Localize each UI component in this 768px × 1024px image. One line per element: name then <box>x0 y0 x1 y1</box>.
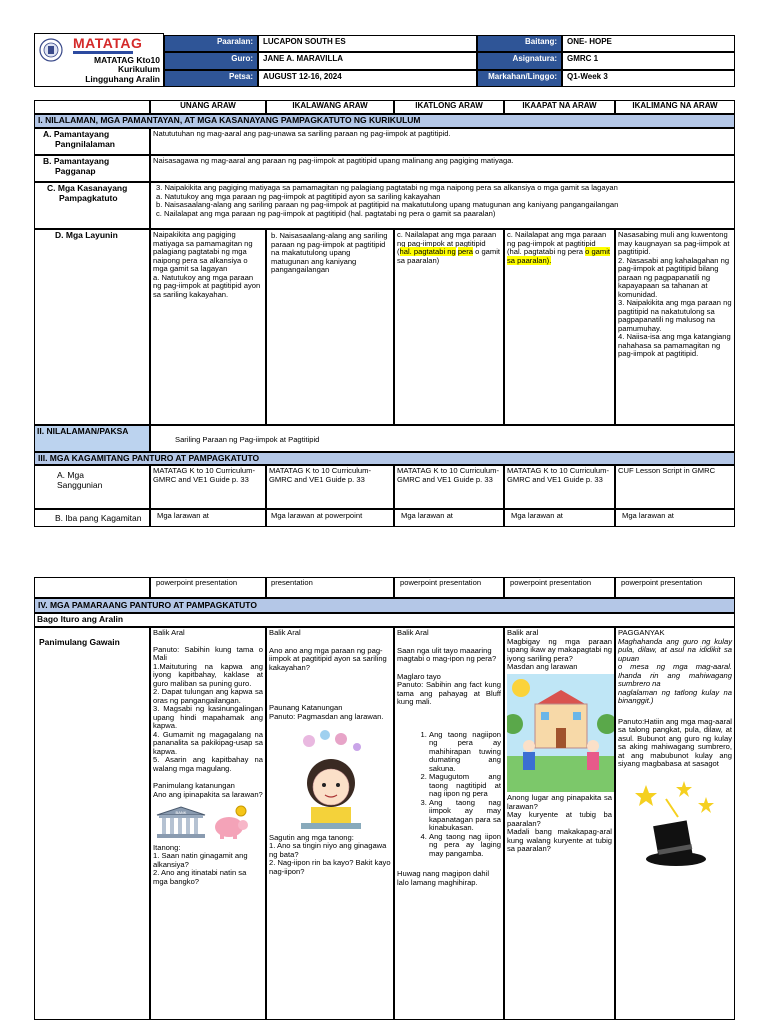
layunin-day2: b. Naisasaalang-alang ang sariling paraan ng pag-iimpok at pagtitipid na makatutulong upang matugunan ang kaniyang pangangailangan <box>266 229 394 425</box>
cont-blank <box>34 577 150 598</box>
section-4-title: IV. MGA PAMARAANG PANTURO AT PAMPAGKATUTO <box>34 598 735 613</box>
value-petsa: AUGUST 12-16, 2024 <box>258 70 477 87</box>
label-petsa: Petsa: <box>164 70 258 87</box>
day-header-4: IKAAPAT NA ARAW <box>504 100 615 114</box>
magic-hat-icon <box>626 777 722 869</box>
kagamitan-day1: Mga larawan at <box>150 509 266 527</box>
bluff-item: 2. Magugutom ang taong nagtitipid at nag iipon ng pera <box>429 773 501 799</box>
cont-day4: powerpoint presentation <box>504 577 615 598</box>
day-header-2: IKALAWANG ARAW <box>266 100 394 114</box>
kagamitan-day3: Mga larawan at <box>394 509 504 527</box>
value-guro: JANE A. MARAVILLA <box>258 52 477 70</box>
piggy-bank-icon <box>211 805 251 839</box>
panimulang-gawain-label: Panimulang Gawain <box>34 627 150 1020</box>
cont-day5: powerpoint presentation <box>615 577 735 598</box>
layunin-day5: Nasasabing muli ang kuwentong may kaugnayan sa pag-iimpok at pagtitipid. 2. Nasasabi ang kahalagahan ng pag-iimpok at pagtitipid bilang paraan ng pagpapanatili ng kapayapaan sa tahanan at komunidad. 3. Naipakikita ang mga paraan ng pagtitipid na nakatutulong sa pagpapanatili ng malusog na pamumuhay. 4. Naiisa-isa ang mga katangiang nahahasa sa pamamagitan ng pag-iimpok at pagtitipid. <box>615 229 735 425</box>
value-paaralan: LUCAPON SOUTH ES <box>258 35 477 52</box>
panimula-day1: Balik Aral Panuto: Sabihin kung tama o Mali 1.Maituturing na kapwa ang iyong kapitbahay, kaklase at guro maliban sa puning guro. 2. Dapat tulungan ang kapwa sa oras ng pangangailangan. 3. Magsabi ng kasinungalingan upang hindi mapahamak ang kapwa. 4. Gumamit ng magagalang na pananalita sa pakikipag-usap sa kapwa. 5. Asarin ang kapitbahay na walang mga magulang. Panimulang katanungan Ano ang ipinapakita sa larawan? BANK Itanong: 1. Saan natin ginagamit ang alkansiya? 2. Ano ang itinatabi natin sa mga bangko? <box>150 627 266 1020</box>
matatag-logo: MATATAG <box>73 35 143 51</box>
label-pamantayang-pangnilalaman: A. Pamantayang Pangnilalaman <box>34 128 150 155</box>
girl-thinking-icon <box>281 727 381 831</box>
sanggunian-day4: MATATAG K to 10 Curriculum- GMRC and VE1 Guide p. 33 <box>504 465 615 509</box>
layunin-day1: Naipakikita ang pagiging matiyaga sa pamamagitan ng palagiang pagtatabi ng mga naipong pera sa alkansiya o mga gamit sa lagayan a. Natutukoy ang mga paraan ng pag-iimpok at pagtitipid ayon sa sariling kakayahan. <box>150 229 266 425</box>
day-header-blank <box>34 100 150 114</box>
bluff-item: 4. Ang taong nag iipon ng pera ay laging may pangamba. <box>429 833 501 859</box>
label-pamantayang-pagganap: B. Pamantayang Pagganap <box>34 155 150 182</box>
value-asignatura: GMRC 1 <box>562 52 735 70</box>
label-iba-pang-kagamitan: B. Iba pang Kagamitan <box>34 509 150 527</box>
label-markahan: Markahan/Linggo: <box>477 70 562 87</box>
kagamitan-day2: Mga larawan at powerpoint <box>266 509 394 527</box>
panimula-day4: Balik aral Magbigay ng mga paraan upang ikaw ay makapagtabi ng iyong sariling pera? Masdan ang larawan Anong lugar ang pinapakita sa larawan? May kuryente at tubig ba paaralan? Madali bang makakapag-aral kung walang kuryente at tubig sa paaralan? <box>504 627 615 1020</box>
sanggunian-day3: MATATAG K to 10 Curriculum- GMRC and VE1 Guide p. 33 <box>394 465 504 509</box>
day-header-1: UNANG ARAW <box>150 100 266 114</box>
section-1-title: I. NILALAMAN, MGA PAMANTAYAN, AT MGA KASANAYANG PAMPAGKATUTO NG KURIKULUM <box>34 114 735 128</box>
label-guro: Guro: <box>164 52 258 70</box>
section-3-title: III. MGA KAGAMITANG PANTURO AT PAMPAGKATUTO <box>34 452 735 465</box>
text-kasanayang-pampagkatuto: 3. Naipakikita ang pagiging matiyaga sa pamamagitan ng palagiang pagtatabi ng mga naipong pera sa alkansiya o mga gamit sa lagayan a. Natutukoy ang mga paraan ng pag-iimpok at pagtitipid ayon sa sariling kakayahan b. Naisasaalang-alang ang sariling paraan ng pag-iimpok at pagtitipid na makatutulong upang matugunan ang kaniyang pangangailangan c. Nailalapat ang mga paraan ng pag-iimpok at pagtitipid (hal. pagtatabi ng pera o gamit sa paaralan) <box>150 182 735 229</box>
kagamitan-day4: Mga larawan at <box>504 509 615 527</box>
panimula-day2: Balik Aral Ano ano ang mga paraan ng pag-iimpok at pagtitipid ayon sa sariling kakayahan? Paunang Katanungan Panuto: Pagmasdan ang larawan. Sagutin ang mga tanong: 1. Ano sa tingin niyo ang ginagawa ng bata? 2. Nag-iipon rin ba kayo? Bakit kayo nag-iipon? <box>266 627 394 1020</box>
label-mga-layunin: D. Mga Layunin <box>34 229 150 425</box>
layunin-day3: c. Nailalapat ang mga paraan ng pag-iimpok at pagtitipid (hal. pagtatabi ng pera o gamit sa paaralan) <box>394 229 504 425</box>
bago-ituro-label: Bago Ituro ang Aralin <box>34 613 735 627</box>
cont-day1: powerpoint presentation <box>150 577 266 598</box>
sanggunian-day1: MATATAG K to 10 Curriculum-GMRC and VE1 Guide p. 33 <box>150 465 266 509</box>
section-2-title: II. NILALAMAN/PAKSA <box>34 425 150 452</box>
bluff-item: 1. Ang taong nagiipon ng pera ay mahihirapan tuwing dumating ang sakuna. <box>429 731 501 774</box>
header-title: MATATAG Kto10 Kurikulum Lingguhang Aralin <box>85 55 160 84</box>
text-pamantayang-pagganap: Naisasagawa ng mag-aaral ang paraan ng pag-iimpok at pagtitipid upang malinang ang pagiging matiyaga. <box>150 155 735 182</box>
cont-day3: powerpoint presentation <box>394 577 504 598</box>
value-baitang: ONE- HOPE <box>562 35 735 52</box>
value-markahan: Q1-Week 3 <box>562 70 735 87</box>
bluff-list <box>397 731 501 859</box>
bank-icon <box>153 805 209 839</box>
sanggunian-day2: MATATAG K to 10 Curriculum-GMRC and VE1 Guide p. 33 <box>266 465 394 509</box>
bluff-item: 3. Ang taong nag iimpok ay may kapanatagan para sa kinabukasan. <box>429 799 501 833</box>
label-kasanayang-pampagkatuto: C. Mga Kasanayang Pampagkatuto <box>34 182 150 229</box>
day-header-3: IKATLONG ARAW <box>394 100 504 114</box>
text-pamantayang-pangnilalaman: Natututuhan ng mag-aaral ang pag-unawa sa sariling paraan ng pag-iimpok at pagtitipid. <box>150 128 735 155</box>
label-baitang: Baitang: <box>477 35 562 52</box>
section-2-text: Sariling Paraan ng Pag-iimpok at Pagtitipid <box>150 425 735 452</box>
kagamitan-day5: Mga larawan at <box>615 509 735 527</box>
panimula-day3: Balik Aral Saan nga ulit tayo maaaring magtabi o mag-ipon ng pera? Maglaro tayo Panuto: Sabihin ang fact kung tama ang pahayag at Bluff kung mali. 1. Ang taong nagiipon ng pera ay mahihirapan tuwing dumating ang sakuna. 2. Magugutom ang taong nagtitipid at nag iipon ng pera 3. Ang taong nag iimpok ay may kapanatagan para sa kinabukasan. 4. Ang taong nag iipon ng pera ay laging may pangamba. Huwag nang magipon dahil lalo lamang maghihirap. <box>394 627 504 1020</box>
bank-label: BANK <box>175 810 187 815</box>
panimula-day5: PAGGANYAK Maghahanda ang guro ng kulay pula, dilaw, at asul na ididikit sa upuan o mesa ng mga mag-aaral. Ihanda rin ang mahiwagang sumbrero na naglalaman ng tatlong kulay na binanggit.) Panuto:Hatiin ang mga mag-aaral sa talong pangkat, pula, dilaw, at asul. Bubunot ang guro ng kulay sa aking mahiwagang sumbrero, at ang mabubunot kulay ang siyang magbabasa at sasagot <box>615 627 735 1020</box>
label-paaralan: Paaralan: <box>164 35 258 52</box>
layunin-day4: c. Nailalapat ang mga paraan ng pag-iimpok at pagtitipid (hal. pagtatabi ng pera o gamit sa paaralan). <box>504 229 615 425</box>
sanggunian-day5: CUF Lesson Script in GMRC <box>615 465 735 509</box>
day-header-5: IKALIMANG NA ARAW <box>615 100 735 114</box>
logo-tagline <box>73 51 133 54</box>
label-asignatura: Asignatura: <box>477 52 562 70</box>
cont-day2: presentation <box>266 577 394 598</box>
school-children-icon <box>507 674 614 792</box>
label-sanggunian: A. Mga Sanggunian <box>34 465 150 509</box>
